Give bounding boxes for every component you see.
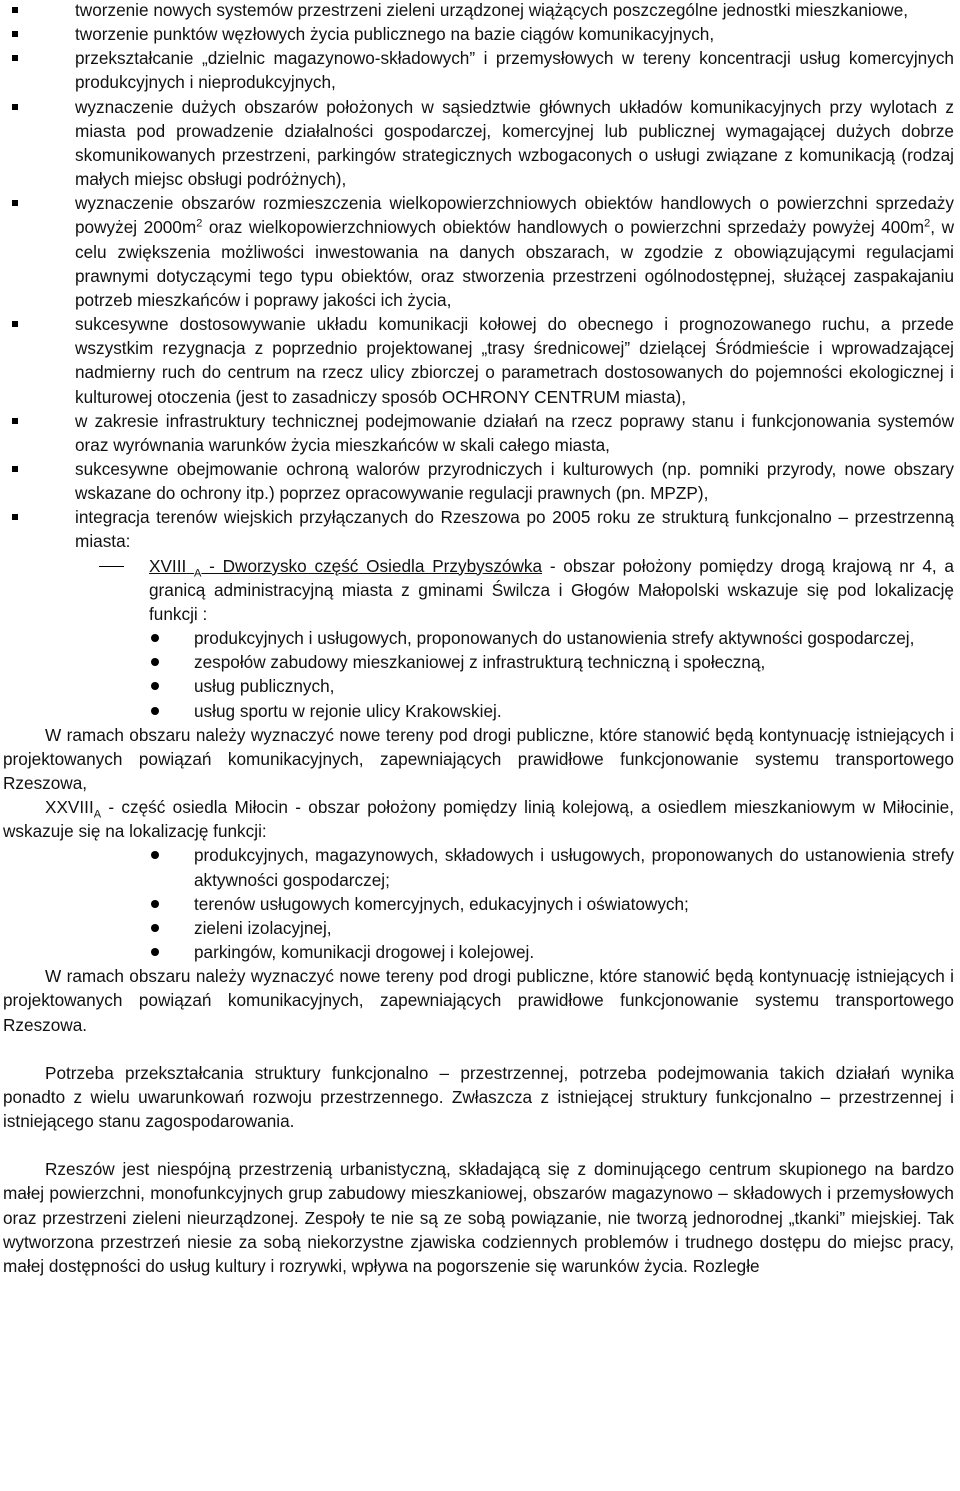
list-item	[0, 22, 960, 46]
list-item-text: wyznaczenie obszarów rozmieszczenia wielkopowierzchniowych obiektów handlowych o powierzchni sprzedaży powyżej 2000m	[75, 193, 954, 238]
area-code-subscript: A	[194, 567, 202, 580]
area-xxviii-a	[0, 795, 960, 843]
square-bullet-icon	[12, 7, 18, 13]
paragraph: Rzeszów jest niespójną przestrzenią urbanistyczną, składającą się z dominującego centrum skupionego na bardzo małej powierzchni, monofunkcyjnych grup zabudowy mieszkaniowej, obszarów magazynowo – składowych i przemysłowych oraz przestrzeni zieleni nieurządzonej. Zespoły te nie są ze sobą powiązanie, nie tworzą jednorodnej „tkanki” miejskiej. Tak wytworzona przestrzeń niesie za sobą niekorzystne zjawiska codziennych problemów i trudnego dostępu do miejsc pracy, małej dostępności do usług kultury i rozrywki, wpływa na pogorszenie się warunków życia. Rozległe	[3, 1159, 954, 1276]
list-item	[0, 892, 960, 916]
area-code: XVIII	[149, 555, 187, 576]
area-description: - obszar położony pomiędzy drogą krajową nr 4, a granicą administracyjną miasta z gminami Świlcza i Głogów Małopolski wskazuje się pod lokalizację funkcji :	[149, 555, 954, 624]
superscript: 2	[196, 217, 203, 230]
list-item-text: parkingów, komunikacji drogowej i kolejowej.	[194, 942, 535, 963]
list-item	[0, 650, 960, 674]
list-item	[0, 843, 960, 891]
list-item-text: sukcesywne dostosowywanie układu komunikacji kołowej do obecnego i prognozowanego ruchu, a przede wszystkim rezygnacja z poprzednio projektowanej „trasy średnicowej” dzielącej Śródmieście i wprowadzającej nadmierny ruch do centrum na rzecz ulicy zbiorczej o parametrach dostosowanych do pojemności ekologicznej i kulturowej otoczenia (jest to zasadniczy sposób OCHRONY CENTRUM miasta),	[75, 314, 954, 407]
area-code: XXVIII	[45, 797, 94, 818]
round-bullet-icon	[151, 924, 159, 932]
round-bullet-icon	[151, 658, 159, 666]
list-item-text: tworzenie nowych systemów przestrzeni zieleni urządzonej wiążących poszczególne jednostki mieszkaniowe,	[75, 0, 909, 20]
dash-bullet-icon	[99, 566, 124, 568]
square-bullet-icon	[12, 418, 18, 424]
paragraph: W ramach obszaru należy wyznaczyć nowe tereny pod drogi publiczne, które stanowić będą kontynuację istniejących i projektowanych powiązań komunikacyjnych, zapewniających prawidłowe funkcjonowanie systemu transportowego Rzeszowa,	[3, 724, 954, 793]
square-bullet-icon	[12, 200, 18, 206]
list-item-text: sukcesywne obejmowanie ochroną walorów przyrodniczych i kulturowych (np. pomniki przyrody, nowe obszary wskazane do ochrony itp.) poprzez opracowywanie regulacji prawnych (pn. MPZP),	[75, 458, 954, 504]
function-list-xviii	[0, 626, 960, 723]
square-bullet-icon	[12, 31, 18, 37]
list-item-text: zespołów zabudowy mieszkaniowej z infrastrukturą techniczną i społeczną,	[194, 652, 766, 673]
list-item-text: zieleni izolacyjnej,	[194, 917, 332, 938]
paragraph: W ramach obszaru należy wyznaczyć nowe tereny pod drogi publiczne, które stanowić będą kontynuację istniejących i projektowanych powiązań komunikacyjnych, zapewniających prawidłowe funkcjonowanie systemu transportowego Rzeszowa.	[3, 966, 954, 1035]
list-item	[0, 699, 960, 723]
area-name: - Dworzysko część Osiedla Przybyszówka	[201, 555, 543, 576]
area-description: - część osiedla Miłocin - obszar położony pomiędzy linią kolejową, a osiedlem mieszkaniowym w Miłocinie, wskazuje się na lokalizację funkcji:	[3, 797, 954, 842]
area-xviii-a	[0, 554, 960, 626]
list-item-text: , w celu zwiększenia możliwości inwestowania na danych obszarach, w zgodzie z obowiązującymi regulacjami prawnymi dotyczącymi tego typu obiektów, oraz stworzenia przestrzeni ogólnodostępnej, służącej zaspakajaniu potrzeb mieszkańców i poprawy jakości ich życia,	[75, 217, 954, 310]
list-item	[0, 191, 960, 312]
list-item	[0, 0, 960, 22]
list-item	[0, 312, 960, 409]
list-item	[0, 674, 960, 698]
list-item	[0, 916, 960, 940]
list-item-text: produkcyjnych i usługowych, proponowanych do ustanowienia strefy aktywności gospodarczej,	[194, 628, 915, 649]
round-bullet-icon	[151, 948, 159, 956]
square-bullet-icon	[12, 514, 18, 520]
list-item-text: usług sportu w rejonie ulicy Krakowskiej.	[194, 700, 502, 721]
square-bullet-icon	[12, 55, 18, 61]
round-bullet-icon	[151, 682, 159, 690]
round-bullet-icon	[151, 900, 159, 908]
list-item-text: wyznaczenie dużych obszarów położonych w sąsiedztwie głównych układów komunikacyjnych przy wylotach z miasta pod prowadzenie działalności gospodarczej, komercyjnej lub publicznej wymagającej dużych dobrze skomunikowanych przestrzeni, parkingów strategicznych wzbogaconych o usługi związane z komunikacją (rodzaj małych miejsc obsługi podróżnych),	[75, 96, 954, 190]
list-item-text: tworzenie punktów węzłowych życia publicznego na bazie ciągów komunikacyjnych,	[75, 24, 715, 45]
round-bullet-icon	[151, 851, 159, 859]
square-bullet-icon	[12, 321, 18, 327]
spacer	[0, 1037, 960, 1061]
superscript: 2	[924, 217, 931, 230]
function-list-xxviii	[0, 843, 960, 964]
list-item-text: w zakresie infrastruktury technicznej podejmowanie działań na rzecz poprawy stanu i funkcjonowania systemów oraz wyrównania warunków życia mieszkańców w skali całego miasta,	[75, 410, 954, 455]
list-item-text: terenów usługowych komercyjnych, edukacyjnych i oświatowych;	[194, 893, 689, 914]
list-item-text: produkcyjnych, magazynowych, składowych i usługowych, proponowanych do ustanowienia strefy aktywności gospodarczej;	[194, 845, 954, 890]
list-item-text: przekształcanie „dzielnic magazynowo-składowych” i przemysłowych w tereny koncentracji usług komercyjnych produkcyjnych i nieprodukcyjnych,	[75, 48, 954, 93]
list-item	[0, 457, 960, 505]
list-item-text: integracja terenów wiejskich przyłączanych do Rzeszowa po 2005 roku ze strukturą funkcjonalno – przestrzenną miasta:	[75, 507, 954, 552]
list-item	[0, 46, 960, 94]
round-bullet-icon	[151, 707, 159, 715]
list-item	[0, 409, 960, 457]
bullet-list	[0, 0, 960, 554]
list-item	[0, 95, 960, 192]
list-item-text: oraz wielkopowierzchniowych obiektów handlowych o powierzchni sprzedaży powyżej 400m	[202, 217, 925, 238]
list-item-text: usług publicznych,	[194, 676, 335, 697]
paragraph: Potrzeba przekształcania struktury funkcjonalno – przestrzennej, potrzeba podejmowania takich działań wynika ponadto z wielu uwarunkowań rozwoju przestrzennego. Zwłaszcza z istniejącej struktury funkcjonalno – przestrzennej i istniejącego stanu zagospodarowania.	[3, 1062, 954, 1132]
spacer	[0, 1133, 960, 1157]
round-bullet-icon	[151, 634, 159, 642]
area-code-subscript: A	[93, 808, 102, 821]
list-item	[0, 505, 960, 553]
square-bullet-icon	[12, 466, 18, 472]
list-item	[0, 626, 960, 650]
square-bullet-icon	[12, 104, 18, 110]
list-item	[0, 940, 960, 964]
